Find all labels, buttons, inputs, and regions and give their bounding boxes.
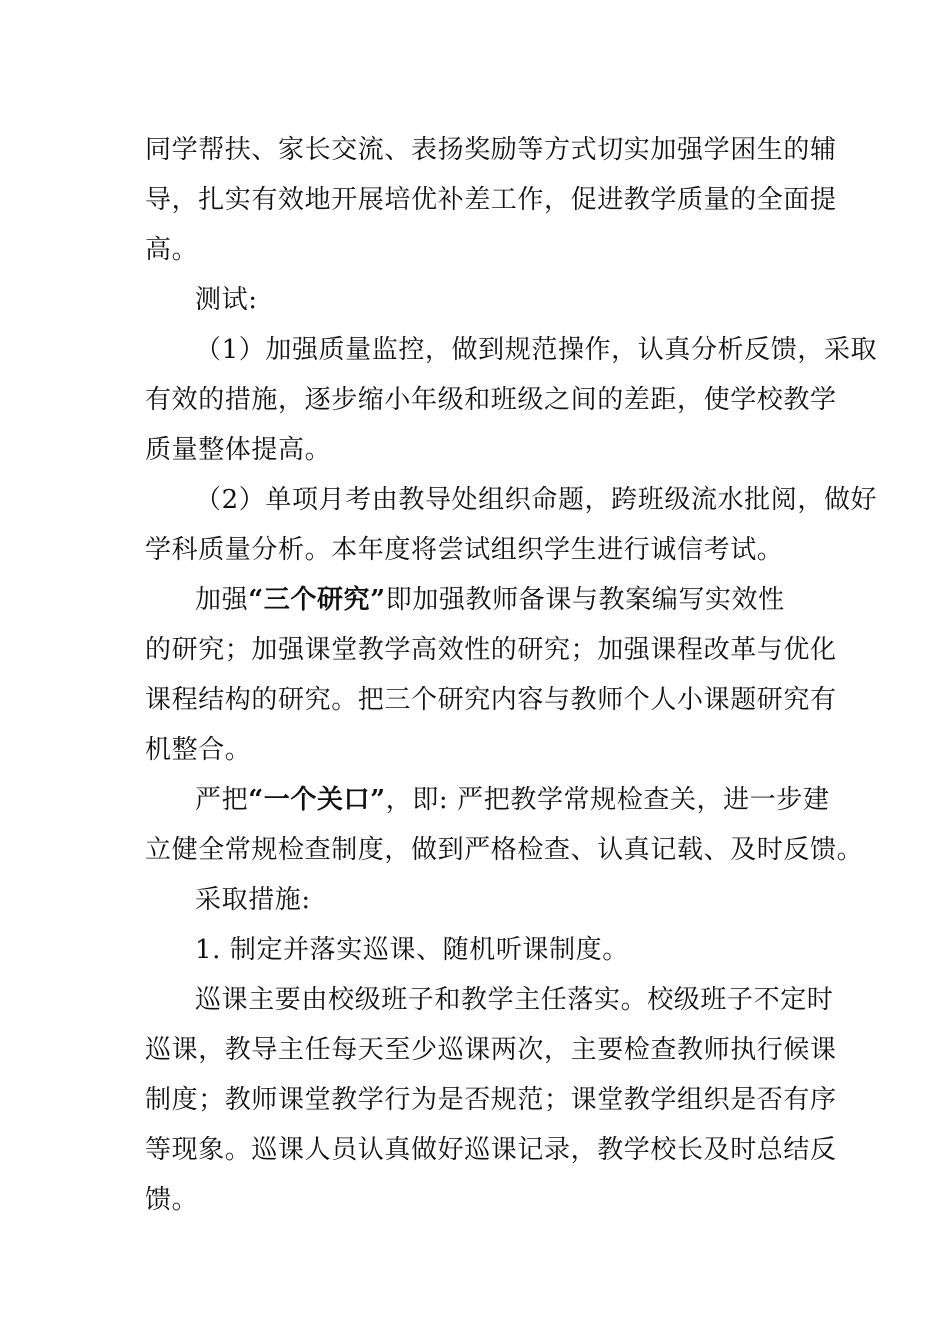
three-research-prefix: 加强 [195, 585, 249, 615]
one-checkpoint-suffix: ，即: 严把教学常规检查关，进一步建 [385, 785, 830, 815]
test-item-1-line-1: （1）加强质量监控，做到规范操作，认真分析反馈，采取 [195, 335, 878, 365]
patrol-paragraph-line-3: 制度；教师课堂教学行为是否规范；课堂教学组织是否有序 [145, 1085, 837, 1115]
one-checkpoint-bold: “一个关口” [248, 785, 386, 815]
paragraph-line-2: 导，扎实有效地开展培优补差工作，促进教学质量的全面提 [145, 185, 837, 215]
paragraph-line-1: 同学帮扶、家长交流、表扬奖励等方式切实加强学困生的辅 [145, 135, 837, 165]
patrol-paragraph-line-4: 等现象。巡课人员认真做好巡课记录，教学校长及时总结反 [145, 1135, 837, 1165]
section-heading-test: 测试: [195, 285, 258, 315]
measure-item-1: 1. 制定并落实巡课、随机听课制度。 [195, 935, 629, 965]
three-research-suffix: 即加强教师备课与教案编写实效性 [385, 585, 785, 615]
three-research-line-4: 机整合。 [145, 735, 252, 765]
paragraph-line-3: 高。 [145, 235, 199, 265]
one-checkpoint-prefix: 严把 [195, 785, 249, 815]
test-item-2-line-2: 学科质量分析。本年度将尝试组织学生进行诚信考试。 [145, 535, 784, 565]
test-item-2-line-1: （2）单项月考由教导处组织命题，跨班级流水批阅，做好 [195, 485, 878, 515]
three-research-bold: “三个研究” [248, 585, 386, 615]
one-checkpoint-line-1 [195, 782, 875, 818]
patrol-paragraph-line-1: 巡课主要由校级班子和教学主任落实。校级班子不定时 [195, 985, 834, 1015]
test-item-1-line-3: 质量整体提高。 [145, 435, 332, 465]
three-research-line-2: 的研究；加强课堂教学高效性的研究；加强课程改革与优化 [145, 635, 837, 665]
one-checkpoint-line-2: 立健全常规检查制度，做到严格检查、认真记载、及时反馈。 [145, 835, 864, 865]
patrol-paragraph-line-2: 巡课，教导主任每天至少巡课两次，主要检查教师执行候课 [145, 1035, 837, 1065]
patrol-paragraph-line-5: 馈。 [145, 1185, 199, 1215]
three-research-line-1 [195, 582, 875, 618]
section-heading-measures: 采取措施: [195, 885, 311, 915]
test-item-1-line-2: 有效的措施，逐步缩小年级和班级之间的差距，使学校教学 [145, 385, 837, 415]
three-research-line-3: 课程结构的研究。把三个研究内容与教师个人小课题研究有 [145, 685, 837, 715]
